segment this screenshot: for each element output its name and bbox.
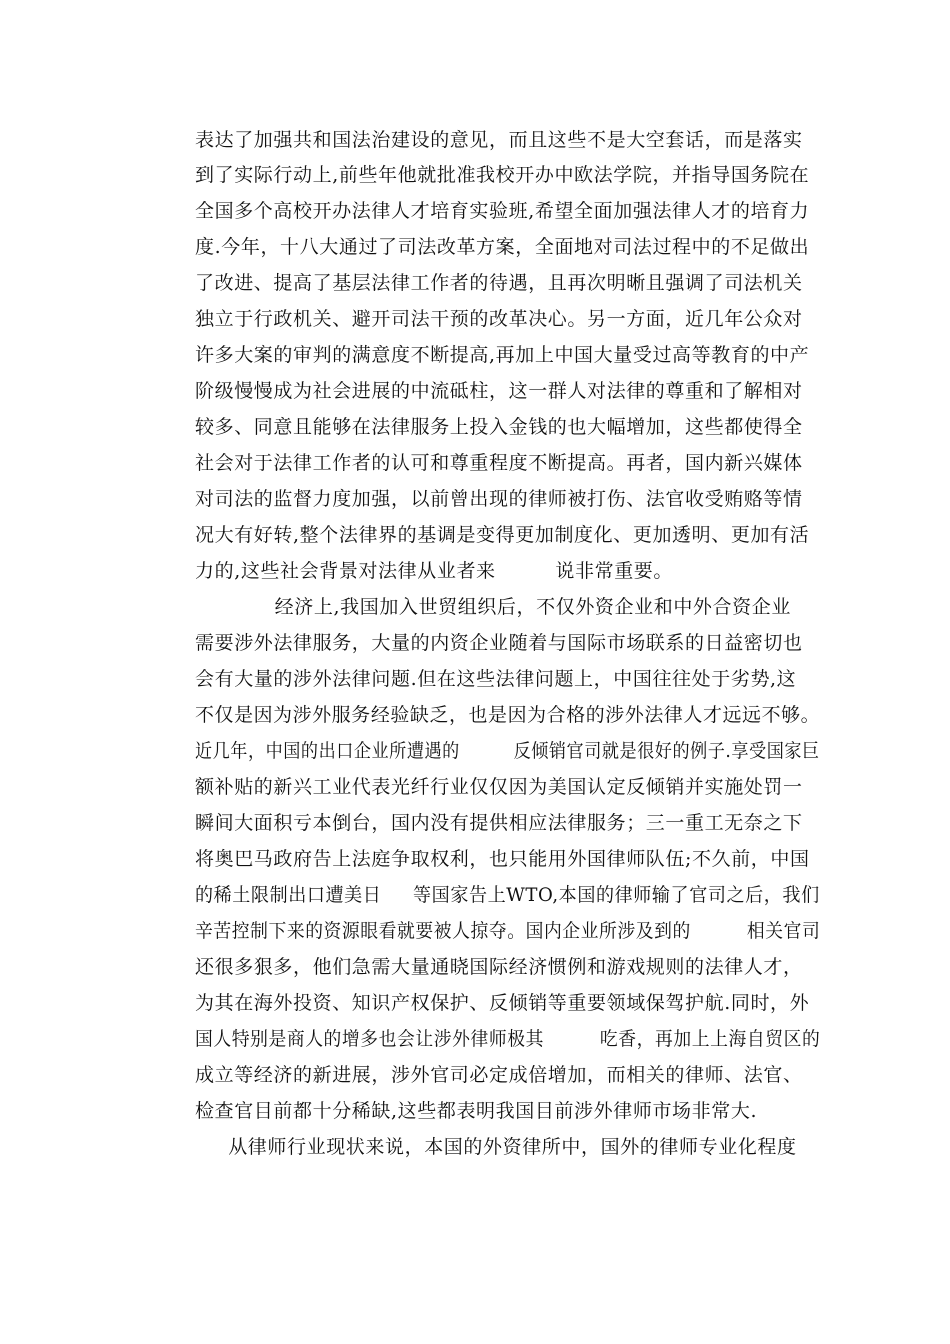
text-line: 额补贴的新兴工业代表光纤行业仅仅因为美国认定反倾销并实施处罚一 [195,776,803,798]
text-line: 况大有好转,整个法律界的基调是变得更加制度化、更加透明、更加有活 [195,524,810,546]
text-line: 需要涉外法律服务，大量的内资企业随着与国际市场联系的日益密切也 [195,632,803,654]
text-line: 独立于行政机关、避开司法干预的改革决心。另一方面，近几年公众对 [195,308,803,330]
text-line: 表达了加强共和国法治建设的意见，而且这些不是大空套话，而是落实 [195,129,803,151]
text-line: 经济上,我国加入世贸组织后，不仅外资企业和中外合资企业 [195,596,791,618]
text-line: 力的,这些社会背景对法律从业者来 说非常重要。 [195,560,673,582]
text-line: 了改进、提高了基层法律工作者的待遇，且再次明晰且强调了司法机关 [195,272,803,294]
text-line: 社会对于法律工作者的认可和尊重程度不断提高。再者，国内新兴媒体 [195,452,803,474]
text-line: 的稀土限制出口遭美日 等国家告上WTO,本国的律师输了官司之后，我们 [195,884,820,906]
text-line: 到了实际行动上,前些年他就批准我校开办中欧法学院，并指导国务院在 [195,164,810,186]
text-line: 不仅是因为涉外服务经验缺乏，也是因为合格的涉外法律人才远远不够。 [195,704,821,726]
text-line: 全国多个高校开办法律人才培育实验班,希望全面加强法律人才的培育力 [195,200,810,222]
text-line: 还很多狠多，他们急需大量通晓国际经济惯例和游戏规则的法律人才， [195,956,803,978]
text-line: 近几年，中国的出口企业所遭遇的 反倾销官司就是很好的例子.享受国家巨 [195,740,820,762]
text-line: 会有大量的涉外法律问题.但在这些法律问题上，中国往往处于劣势,这 [195,668,797,690]
text-line: 检查官目前都十分稀缺,这些都表明我国目前涉外律师市场非常大. [195,1100,758,1122]
text-line: 辛苦控制下来的资源眼看就要被人掠夺。国内企业所涉及到的 相关官司 [195,920,821,942]
text-line: 成立等经济的新进展，涉外官司必定成倍增加，而相关的律师、法官、 [195,1064,803,1086]
text-line: 较多、同意且能够在法律服务上投入金钱的也大幅增加，这些都使得全 [195,416,803,438]
text-line: 阶级慢慢成为社会进展的中流砥柱，这一群人对法律的尊重和了解相对 [195,380,803,402]
text-line: 国人特别是商人的增多也会让涉外律师极其 吃香，再加上上海自贸区的 [195,1028,821,1050]
text-line: 对司法的监督力度加强，以前曾出现的律师被打伤、法官收受贿赂等情 [195,488,803,510]
text-line: 度.今年，十八大通过了司法改革方案，全面地对司法过程中的不足做出 [195,236,810,258]
text-line: 为其在海外投资、知识产权保护、反倾销等重要领域保驾护航.同时，外 [195,992,810,1014]
text-line: 许多大案的审判的满意度不断提高,再加上中国大量受过高等教育的中产 [195,344,810,366]
text-line: 从律师行业现状来说，本国的外资律所中，国外的律师专业化程度 [195,1136,797,1158]
text-line: 瞬间大面积亏本倒台，国内没有提供相应法律服务；三一重工无奈之下 [195,812,803,834]
text-line: 将奥巴马政府告上法庭争取权利，也只能用外国律师队伍;不久前，中国 [195,848,810,870]
